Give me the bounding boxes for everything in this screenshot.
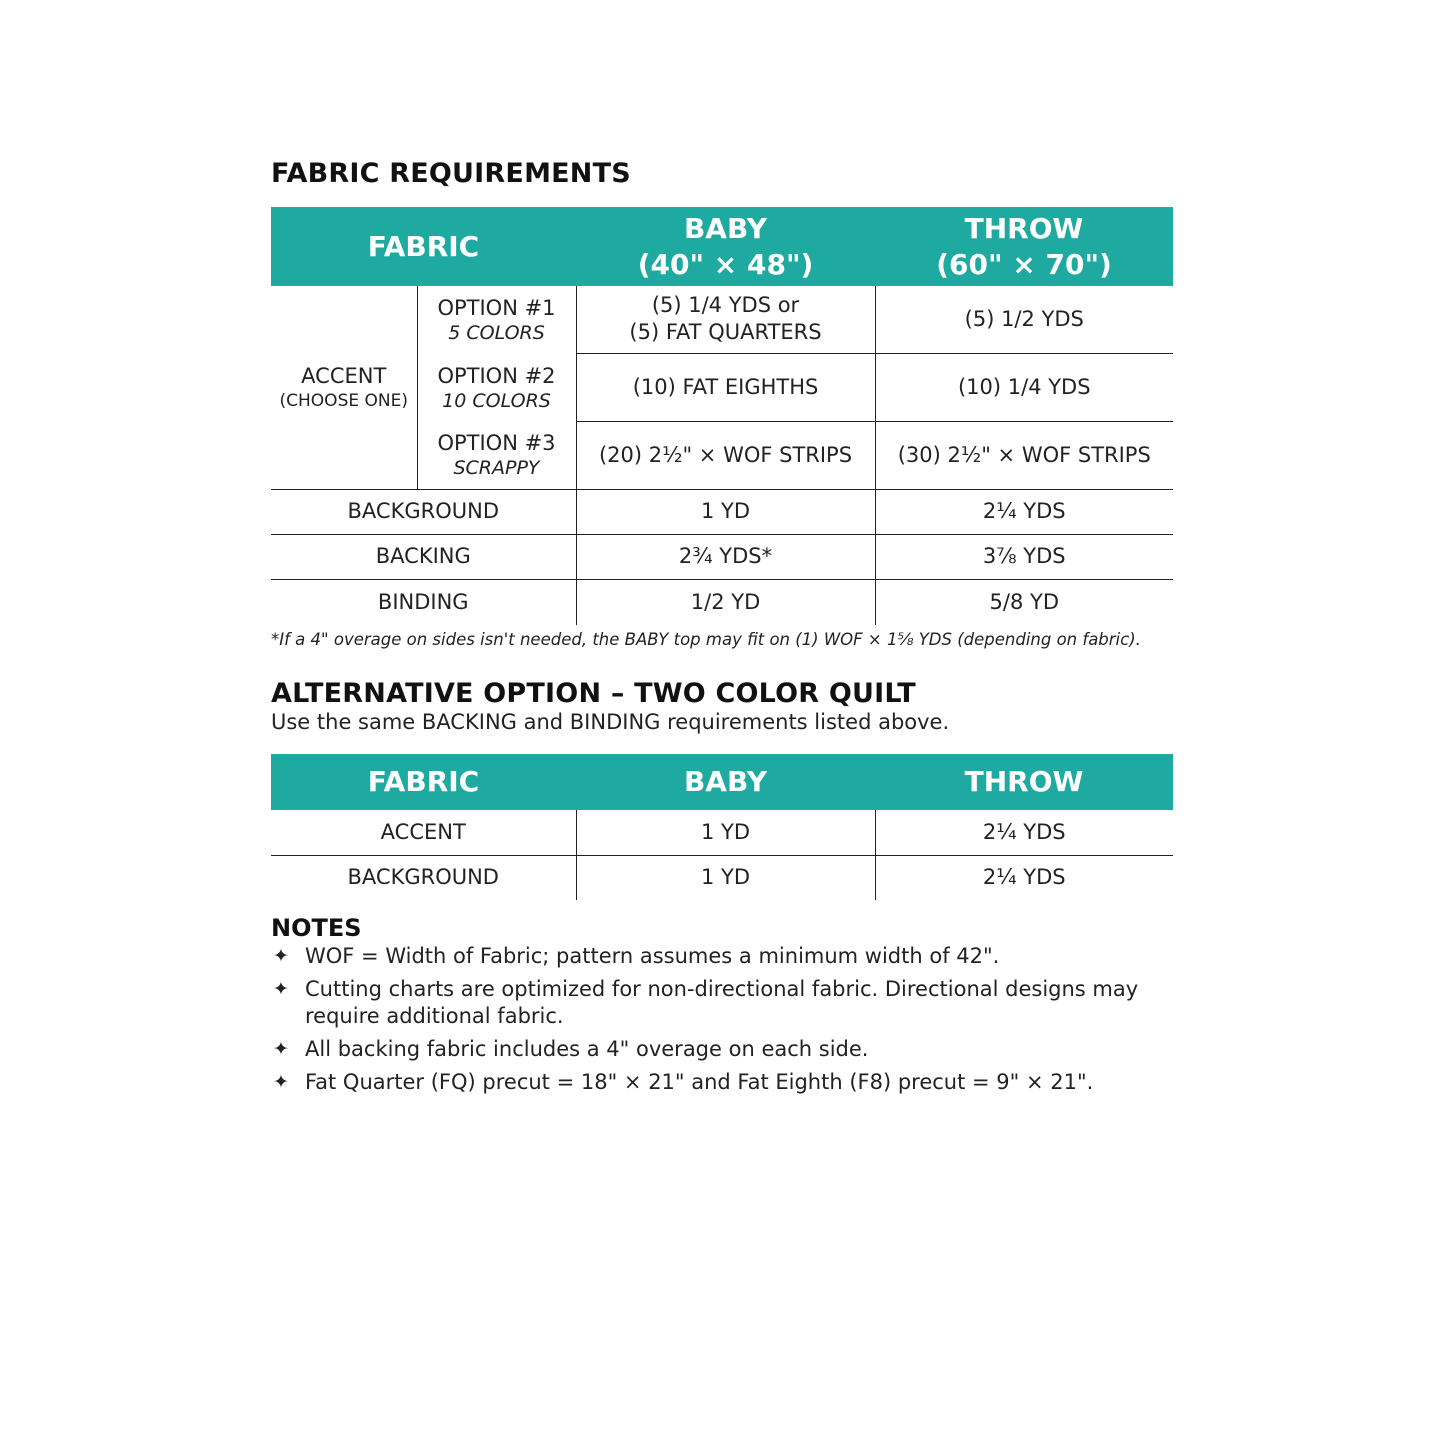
row-background-baby: 1 YD — [576, 489, 875, 534]
header-throw — [875, 207, 1173, 286]
option-3-detail: SCRAPPY — [453, 457, 540, 480]
footnote: *If a 4" overage on sides isn't needed, the BABY top may fit on (1) WOF × 1⅝ YDS (depending on fabric). — [271, 630, 1141, 649]
table-row — [271, 489, 1173, 534]
row-binding-throw: 5/8 YD — [875, 579, 1173, 625]
option-1-baby-line2: (5) FAT QUARTERS — [629, 320, 822, 345]
list-item — [271, 1069, 1181, 1096]
option-2-detail: 10 COLORS — [442, 389, 551, 412]
header-baby-size: (40" × 48") — [637, 247, 814, 281]
table-row — [271, 286, 1173, 353]
notes-title: NOTES — [271, 914, 362, 942]
option-3-baby: (20) 2½" × WOF STRIPS — [576, 421, 875, 489]
alt-row-background-throw: 2¼ YDS — [875, 855, 1173, 900]
alternative-option-title: ALTERNATIVE OPTION – TWO COLOR QUILT — [271, 678, 916, 709]
option-2-cell — [417, 353, 576, 421]
table-row — [271, 810, 1173, 855]
alt-row-accent-baby: 1 YD — [576, 810, 875, 855]
accent-sublabel: (CHOOSE ONE) — [279, 390, 408, 411]
option-2-baby: (10) FAT EIGHTHS — [576, 353, 875, 421]
list-item — [271, 1036, 1181, 1063]
note-text: Cutting charts are optimized for non-directional fabric. Directional designs may require additional fabric. — [305, 977, 1139, 1028]
row-background-throw: 2¼ YDS — [875, 489, 1173, 534]
table-row — [271, 534, 1173, 579]
star-bullet-icon: ✦ — [273, 945, 289, 967]
note-text: WOF = Width of Fabric; pattern assumes a minimum width of 42". — [305, 944, 1000, 968]
row-backing-throw: 3⅞ YDS — [875, 534, 1173, 579]
table-header-row — [271, 754, 1173, 810]
header-baby — [576, 207, 875, 286]
option-3-name: OPTION #3 — [437, 431, 556, 456]
table-header-row — [271, 207, 1173, 286]
notes-list — [271, 943, 1181, 1102]
alt-header-baby: BABY — [576, 754, 875, 810]
row-backing-fabric: BACKING — [271, 534, 576, 579]
alt-row-background-baby: 1 YD — [576, 855, 875, 900]
option-1-detail: 5 COLORS — [448, 322, 545, 344]
alt-row-accent-throw: 2¼ YDS — [982, 819, 1066, 844]
note-text: Fat Quarter (FQ) precut = 18" × 21" and Fat Eighth (F8) precut = 9" × 21". — [305, 1070, 1094, 1094]
star-bullet-icon: ✦ — [273, 978, 289, 1000]
option-1-throw: (5) 1/2 YDS — [964, 306, 1084, 331]
row-binding-baby: 1/2 YD — [576, 579, 875, 625]
option-1-baby — [576, 286, 875, 353]
header-throw-size: (60" × 70") — [936, 247, 1112, 281]
list-item — [271, 976, 1181, 1030]
fabric-requirements-title: FABRIC REQUIREMENTS — [271, 158, 631, 189]
row-binding-fabric: BINDING — [271, 579, 576, 625]
alternative-option-subtitle: Use the same BACKING and BINDING requirements listed above. — [271, 710, 950, 734]
fabric-requirements-table — [271, 207, 1173, 625]
accent-label-cell — [271, 286, 417, 489]
option-3-cell — [417, 421, 576, 489]
row-backing-baby: 2¾ YDS* — [576, 534, 875, 579]
option-1-baby-line1: (5) 1/4 YDS or — [651, 293, 800, 318]
alt-row-background-fabric: BACKGROUND — [271, 855, 576, 900]
row-background-fabric: BACKGROUND — [271, 489, 576, 534]
list-item — [271, 943, 1181, 970]
alternative-table — [271, 754, 1173, 900]
alt-row-accent-fabric: ACCENT — [271, 810, 576, 855]
option-2-throw: (10) 1/4 YDS — [875, 353, 1173, 421]
star-bullet-icon: ✦ — [273, 1071, 289, 1093]
table-row — [271, 855, 1173, 900]
option-3-throw: (30) 2½" × WOF STRIPS — [875, 421, 1173, 489]
note-text: All backing fabric includes a 4" overage on each side. — [305, 1037, 869, 1061]
header-fabric: FABRIC — [271, 207, 576, 286]
accent-label: ACCENT — [301, 363, 387, 388]
header-throw-label: THROW — [964, 211, 1084, 245]
option-2-name: OPTION #2 — [437, 363, 556, 388]
alt-header-throw: THROW — [875, 754, 1173, 810]
star-bullet-icon: ✦ — [273, 1038, 289, 1060]
alt-header-fabric: FABRIC — [271, 754, 576, 810]
option-1-name: OPTION #1 — [437, 296, 556, 320]
table-row — [271, 579, 1173, 625]
header-baby-label: BABY — [683, 211, 768, 245]
option-1-cell — [417, 286, 576, 353]
